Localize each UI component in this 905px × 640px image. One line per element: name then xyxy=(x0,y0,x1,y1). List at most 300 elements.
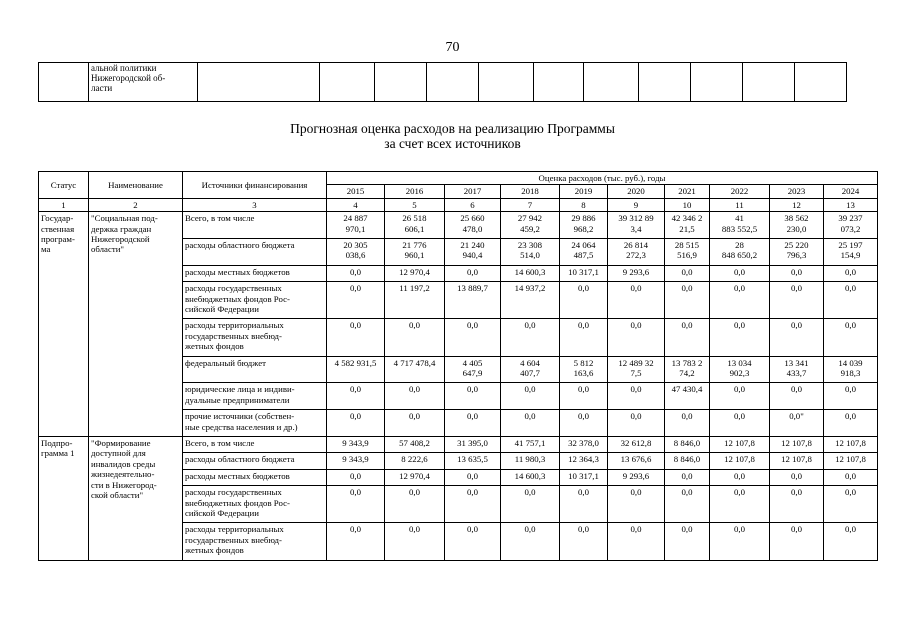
value-text: 13 783 2 xyxy=(671,357,703,368)
value-cell xyxy=(770,453,824,469)
value-cell xyxy=(824,436,878,452)
source-text: расходы государственных xyxy=(185,487,282,498)
value-text: 0,0 xyxy=(681,283,693,294)
value-cell xyxy=(560,523,608,560)
value-cell xyxy=(665,523,710,560)
value-cell xyxy=(608,523,665,560)
value-cell xyxy=(770,282,824,319)
value-text: 0,0 xyxy=(350,487,361,498)
source-text: расходы местных бюджетов xyxy=(185,470,290,481)
value-cell xyxy=(445,469,501,485)
value-cell xyxy=(445,486,501,523)
value-cell xyxy=(665,356,710,383)
value-text: 0,0 xyxy=(791,470,802,481)
header-row xyxy=(39,172,878,185)
source-text: федеральный бюджет xyxy=(185,357,266,368)
source-cell xyxy=(183,469,327,485)
value-cell xyxy=(665,436,710,452)
value-text: 0,0 xyxy=(630,487,642,498)
year-header: 2020 xyxy=(608,185,665,198)
value-text: 26 518 xyxy=(402,213,427,224)
value-cell xyxy=(327,436,385,452)
value-cell xyxy=(710,523,770,560)
value-text: 12 107,8 xyxy=(781,437,812,448)
value-cell xyxy=(770,383,824,410)
value-text: 0,0 xyxy=(409,524,420,535)
year-header: 2019 xyxy=(560,185,608,198)
value-cell xyxy=(501,469,560,485)
value-text: 073,2 xyxy=(840,223,861,234)
name-text: доступной для xyxy=(91,448,146,459)
value-text: 0,0 xyxy=(845,283,856,294)
value-text: 39 312 89 xyxy=(618,213,654,224)
value-cell xyxy=(710,319,770,356)
value-text: 0,0 xyxy=(630,411,642,422)
value-cell xyxy=(501,212,560,239)
value-cell xyxy=(560,212,608,239)
source-cell xyxy=(183,436,327,452)
value-text: 0,0 xyxy=(578,411,589,422)
value-text: 42 346 2 xyxy=(671,213,703,224)
value-text: 0,0 xyxy=(734,487,745,498)
value-text: 0,0 xyxy=(350,470,361,481)
value-text: 0,0 xyxy=(734,411,745,422)
value-cell xyxy=(770,319,824,356)
value-text: 487,5 xyxy=(573,250,594,261)
value-text: 272,3 xyxy=(626,250,646,261)
value-text: 8 846,0 xyxy=(673,437,701,448)
value-text: 9 293,6 xyxy=(622,266,650,277)
value-cell xyxy=(770,469,824,485)
value-text: 24 064 xyxy=(571,240,596,251)
value-text: 0,0 xyxy=(681,470,693,481)
value-text: 0,0 xyxy=(578,384,589,395)
source-text: расходы областного бюджета xyxy=(185,240,295,251)
value-text: 0,0 xyxy=(845,487,856,498)
value-cell xyxy=(560,410,608,437)
value-text: 24 887 xyxy=(343,213,368,224)
value-cell xyxy=(608,469,665,485)
status-text: програм- xyxy=(41,234,75,245)
name-text: ской области" xyxy=(91,490,144,500)
value-cell xyxy=(385,239,445,266)
source-text: Всего, в том числе xyxy=(185,213,255,224)
name-text: "Социальная под- xyxy=(91,213,158,224)
value-cell xyxy=(327,469,385,485)
value-cell xyxy=(665,319,710,356)
value-cell xyxy=(824,486,878,523)
value-cell xyxy=(608,453,665,469)
value-cell xyxy=(445,436,501,452)
value-cell xyxy=(710,356,770,383)
value-text: 0,0 xyxy=(630,524,642,535)
value-text: 0,0 xyxy=(524,411,536,422)
value-cell xyxy=(824,356,878,383)
value-cell xyxy=(501,436,560,452)
value-text: 0,0 xyxy=(409,487,420,498)
value-cell xyxy=(824,523,878,560)
header-sources: Источники финансирования xyxy=(183,172,327,199)
value-text: 433,7 xyxy=(786,367,807,378)
column-number: 1 xyxy=(39,198,89,211)
value-text: 154,9 xyxy=(840,250,861,261)
status-text: ственная xyxy=(41,223,75,234)
value-text: 31 395,0 xyxy=(457,437,488,448)
value-cell xyxy=(501,319,560,356)
value-text: 0,0 xyxy=(791,283,802,294)
value-cell xyxy=(327,319,385,356)
value-cell xyxy=(385,410,445,437)
value-text: 968,2 xyxy=(573,223,594,234)
column-number: 5 xyxy=(385,198,445,211)
value-cell xyxy=(501,523,560,560)
value-text: 970,1 xyxy=(345,223,366,234)
value-cell xyxy=(665,453,710,469)
value-cell xyxy=(824,282,878,319)
value-cell xyxy=(665,239,710,266)
value-text: 647,9 xyxy=(462,367,483,378)
source-text: внебюджетных фондов Рос- xyxy=(185,293,290,304)
value-text: 4 582 931,5 xyxy=(334,357,377,368)
value-cell xyxy=(770,523,824,560)
value-text: 0,0 xyxy=(791,487,802,498)
column-numbers-row xyxy=(39,198,878,211)
value-cell xyxy=(327,486,385,523)
value-cell xyxy=(608,356,665,383)
value-text: 14 600,3 xyxy=(514,470,546,481)
value-cell xyxy=(385,212,445,239)
value-text: 11 197,2 xyxy=(399,283,430,294)
value-cell xyxy=(824,469,878,485)
value-text: 38 562 xyxy=(784,213,809,224)
value-cell xyxy=(560,239,608,266)
value-cell xyxy=(501,383,560,410)
value-text: 514,0 xyxy=(520,250,540,261)
value-cell xyxy=(665,410,710,437)
table-row xyxy=(39,212,878,239)
value-cell xyxy=(770,239,824,266)
value-cell xyxy=(710,212,770,239)
value-cell xyxy=(665,282,710,319)
status-text: ма xyxy=(41,244,51,255)
value-text: 0,0 xyxy=(630,320,642,331)
source-text: расходы территориальных xyxy=(185,524,284,535)
value-cell xyxy=(501,486,560,523)
name-cell xyxy=(89,436,183,560)
table-row xyxy=(39,436,878,452)
status-text: Государ- xyxy=(41,213,74,224)
value-text: 0,0 xyxy=(845,411,856,422)
value-text: 038,6 xyxy=(345,250,366,261)
value-cell xyxy=(560,469,608,485)
source-cell xyxy=(183,282,327,319)
value-text: 516,9 xyxy=(677,250,697,261)
value-cell xyxy=(327,453,385,469)
value-text: 0,0 xyxy=(578,320,589,331)
value-text: 0,0 xyxy=(409,411,420,422)
source-text: сийской Федерации xyxy=(185,507,259,518)
value-cell xyxy=(445,453,501,469)
value-cell xyxy=(327,410,385,437)
value-text: 0,0 xyxy=(845,320,856,331)
value-text: 0,0 xyxy=(791,266,802,277)
value-text: 4 405 xyxy=(462,357,483,368)
value-cell xyxy=(385,265,445,281)
value-text: 0,0 xyxy=(681,320,693,331)
value-text: 12 970,4 xyxy=(399,470,430,481)
source-text: государственных внебюд- xyxy=(185,534,282,545)
value-cell xyxy=(385,436,445,452)
value-text: 12 107,8 xyxy=(835,437,866,448)
value-cell xyxy=(710,239,770,266)
table-body xyxy=(39,172,878,561)
value-text: 13 635,5 xyxy=(457,454,488,465)
column-number: 11 xyxy=(710,198,770,211)
value-text: 0,0 xyxy=(845,266,856,277)
header-estimate: Оценка расходов (тыс. руб.), годы xyxy=(327,172,878,185)
source-cell xyxy=(183,486,327,523)
year-header: 2018 xyxy=(501,185,560,198)
value-cell xyxy=(770,356,824,383)
value-cell xyxy=(608,436,665,452)
value-text: 0,0 xyxy=(409,384,420,395)
value-text: 10 317,1 xyxy=(568,470,599,481)
value-cell xyxy=(445,410,501,437)
year-header: 2022 xyxy=(710,185,770,198)
value-cell xyxy=(501,356,560,383)
source-cell xyxy=(183,383,327,410)
page-number: 70 xyxy=(445,40,460,55)
name-text: "Формирование xyxy=(91,437,151,448)
value-cell xyxy=(665,486,710,523)
value-text: 0,0 xyxy=(524,384,536,395)
value-cell xyxy=(770,436,824,452)
value-cell xyxy=(445,212,501,239)
value-cell xyxy=(560,453,608,469)
value-cell xyxy=(665,212,710,239)
section-title: Прогнозная оценка расходов на реализацию Программы xyxy=(290,121,615,136)
value-text: 0,0 xyxy=(734,266,745,277)
value-cell xyxy=(385,356,445,383)
status-cell xyxy=(39,436,89,560)
value-text: 23 308 xyxy=(517,240,543,251)
value-text: 28 xyxy=(735,240,744,251)
value-text: 0,0 xyxy=(350,266,361,277)
value-text: 11 980,3 xyxy=(514,454,546,465)
value-cell xyxy=(327,282,385,319)
value-text: 57 408,2 xyxy=(399,437,430,448)
value-cell xyxy=(327,239,385,266)
value-text: 0,0 xyxy=(467,487,478,498)
value-text: 0,0 xyxy=(791,384,802,395)
value-text: 9 343,9 xyxy=(342,454,369,465)
value-cell xyxy=(445,319,501,356)
value-text: 0,0 xyxy=(734,320,745,331)
year-header: 2017 xyxy=(445,185,501,198)
year-header: 2016 xyxy=(385,185,445,198)
value-cell xyxy=(770,212,824,239)
value-text: 0,0 xyxy=(409,320,420,331)
value-cell xyxy=(665,265,710,281)
column-number: 12 xyxy=(770,198,824,211)
value-cell xyxy=(385,383,445,410)
value-cell xyxy=(445,356,501,383)
value-cell xyxy=(445,523,501,560)
value-cell xyxy=(608,239,665,266)
value-cell xyxy=(608,383,665,410)
value-text: 163,6 xyxy=(573,367,594,378)
name-text: держка граждан xyxy=(91,223,152,234)
source-text: дуальные предприниматели xyxy=(185,394,290,405)
value-text: 9 343,9 xyxy=(342,437,369,448)
value-text: 0,0 xyxy=(791,320,802,331)
value-text: 12 489 32 xyxy=(618,357,654,368)
value-cell xyxy=(824,265,878,281)
value-cell xyxy=(445,239,501,266)
value-cell xyxy=(770,410,824,437)
value-text: 4 604 xyxy=(520,357,540,368)
value-text: 0,0 xyxy=(578,283,589,294)
value-text: 21 240 xyxy=(460,240,485,251)
value-cell xyxy=(710,486,770,523)
column-number: 10 xyxy=(665,198,710,211)
value-text: 26 814 xyxy=(623,240,649,251)
value-text: 459,2 xyxy=(520,223,540,234)
value-cell xyxy=(665,383,710,410)
value-text: 848 650,2 xyxy=(721,250,758,261)
value-cell xyxy=(501,265,560,281)
value-text: 0,0 xyxy=(467,411,478,422)
value-cell xyxy=(327,383,385,410)
source-text: внебюджетных фондов Рос- xyxy=(185,497,290,508)
value-cell xyxy=(824,453,878,469)
source-text: жетных фондов xyxy=(185,545,244,556)
value-text: 478,0 xyxy=(462,223,483,234)
value-cell xyxy=(710,436,770,452)
value-text: 29 886 xyxy=(571,213,596,224)
value-text: 12 107,8 xyxy=(724,437,755,448)
value-cell xyxy=(560,282,608,319)
value-text: 3,4 xyxy=(630,223,642,234)
value-cell xyxy=(824,383,878,410)
value-cell xyxy=(501,239,560,266)
value-text: 0,0 xyxy=(467,470,478,481)
value-text: 13 676,6 xyxy=(620,454,652,465)
value-text: 0,0 xyxy=(578,524,589,535)
column-number: 13 xyxy=(824,198,878,211)
value-text: 0,0 xyxy=(350,524,361,535)
source-text: государственных внебюд- xyxy=(185,330,282,341)
source-cell xyxy=(183,453,327,469)
value-cell xyxy=(560,319,608,356)
value-text: 0,0 xyxy=(350,411,361,422)
value-text: 0,0 xyxy=(350,320,361,331)
value-text: 0,0 xyxy=(734,384,745,395)
value-text: 0,0 xyxy=(524,487,536,498)
column-number: 9 xyxy=(608,198,665,211)
value-cell xyxy=(608,282,665,319)
value-text: 41 xyxy=(735,213,744,224)
value-text: 21 776 xyxy=(402,240,427,251)
value-cell xyxy=(385,282,445,319)
value-cell xyxy=(824,212,878,239)
value-cell xyxy=(385,486,445,523)
value-cell xyxy=(608,319,665,356)
value-cell xyxy=(327,265,385,281)
value-text: 8 846,0 xyxy=(673,454,701,465)
value-text: 25 197 xyxy=(838,240,863,251)
source-cell xyxy=(183,410,327,437)
value-text: 0,0 xyxy=(524,524,536,535)
value-cell xyxy=(385,319,445,356)
source-cell xyxy=(183,212,327,239)
value-text: 960,1 xyxy=(404,250,425,261)
column-number: 7 xyxy=(501,198,560,211)
value-text: 27 942 xyxy=(517,213,543,224)
value-cell xyxy=(560,383,608,410)
value-text: 25 660 xyxy=(460,213,485,224)
header-name: Наименование xyxy=(89,172,183,199)
value-cell xyxy=(560,436,608,452)
expense-estimate-table xyxy=(38,171,878,561)
value-text: 902,3 xyxy=(729,367,750,378)
source-text: юридические лица и индиви- xyxy=(185,384,295,395)
value-text: 12 107,8 xyxy=(781,454,812,465)
value-cell xyxy=(770,486,824,523)
name-text: Нижегородской xyxy=(91,234,150,245)
value-text: 0,0 xyxy=(630,384,642,395)
value-text: 0,0 xyxy=(734,524,745,535)
value-cell xyxy=(385,469,445,485)
value-text: 0,0 xyxy=(578,487,589,498)
value-text: 32 612,8 xyxy=(620,437,652,448)
value-cell xyxy=(824,410,878,437)
column-number: 4 xyxy=(327,198,385,211)
value-cell xyxy=(560,486,608,523)
source-cell xyxy=(183,265,327,281)
value-text: 4 717 478,4 xyxy=(393,357,436,368)
name-text: области" xyxy=(91,244,124,255)
value-text: 14 039 xyxy=(838,357,863,368)
source-text: ные средства населения и др.) xyxy=(185,421,298,432)
column-number: 6 xyxy=(445,198,501,211)
value-text: 0,0 xyxy=(681,524,693,535)
value-text: 940,4 xyxy=(462,250,483,261)
value-text: 0,0 xyxy=(630,283,642,294)
value-cell xyxy=(824,239,878,266)
value-cell xyxy=(608,410,665,437)
value-text: 0,0 xyxy=(524,320,536,331)
year-header: 2023 xyxy=(770,185,824,198)
value-cell xyxy=(327,356,385,383)
value-text: 0,0 xyxy=(845,470,856,481)
value-text: 12 107,8 xyxy=(724,454,755,465)
value-text: 39 237 xyxy=(838,213,863,224)
column-number: 2 xyxy=(89,198,183,211)
value-text: 14 600,3 xyxy=(514,266,546,277)
value-text: 0,0 xyxy=(845,384,856,395)
value-text: 0,0 xyxy=(734,470,745,481)
value-cell xyxy=(327,212,385,239)
value-text: 9 293,6 xyxy=(622,470,650,481)
value-text: 74,2 xyxy=(679,367,695,378)
value-text: 0,0 xyxy=(467,266,478,277)
value-text: 0,0 xyxy=(467,320,478,331)
value-text: 0,0 xyxy=(350,283,361,294)
source-cell xyxy=(183,523,327,560)
value-text: 0,0 xyxy=(845,524,856,535)
value-text: 7,5 xyxy=(630,367,642,378)
